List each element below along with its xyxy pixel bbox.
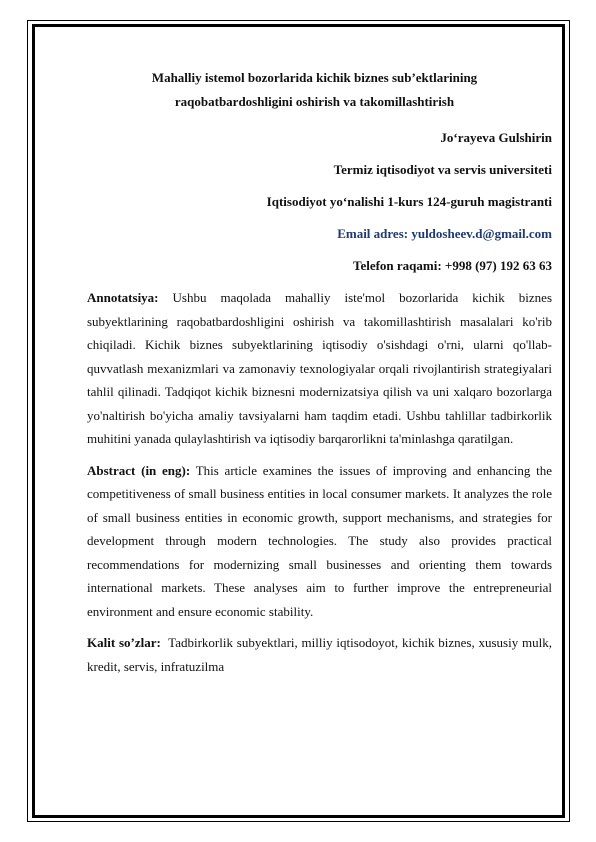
abstract-paragraph — [87, 459, 552, 624]
abstract-text: This article examines the issues of improving and enhancing the competitiveness of small business entities in local consumer markets. It analyzes the role of small business entities in economic growth, support mechanisms, and strategies for development through modern technologies. The study also provides practical recommendations for modernizing small businesses and orienting them towards international markets. These analyses aim to further improve the entrepreneurial environment and ensure economic stability. — [87, 462, 553, 619]
annotation-paragraph — [87, 286, 552, 451]
author-name: Jo‘rayeva Gulshirin — [440, 130, 552, 145]
keywords-paragraph — [87, 631, 552, 678]
annotation-label: Annotatsiya: — [87, 290, 159, 305]
annotation-text: Ushbu maqolada mahalliy iste'mol bozorlarida kichik biznes subyektlarining raqobatbardoshligini oshirish va takomillashtirish masalalari ko'rib chiqiladi. Kichik biznes subyektlarining iqtisodiy o'sishdagi o'rni, ularni qo'llab-quvvatlash mexanizmlari va zamonaviy texnologiyalar orqali rivojlantirish strategiyalari tahlil qilinadi. Tadqiqot kichik biznesni modernizatsiya qilish va uni xalqaro bozorlarga yo'naltirish bo'yicha amaliy tavsiyalarni ham taqdim etadi. Ushbu tahlillar tadbirkorlik muhitini yanada qulaylashtirish va iqtisodiy barqarorlikni ta'minlashga qaratilgan. — [87, 290, 552, 446]
keywords-text: Tadbirkorlik subyektlari, milliy iqtisodoyot, kichik biznes, xususiy mulk, kredit, servis, infratuzilma — [87, 635, 552, 674]
phone-number: Telefon raqami: +998 (97) 192 63 63 — [352, 258, 552, 273]
abstract-label: Abstract (in eng): — [87, 462, 191, 478]
paper-content — [87, 66, 552, 678]
keywords-label: Kalit so’zlar: — [87, 635, 161, 650]
title-line-1: Mahalliy istemol bozorlarida kichik biznes sub’ektlarining — [151, 70, 478, 85]
title-line-2: raqobatbardoshligini oshirish va takomillashtirish — [174, 94, 455, 109]
university-name: Termiz iqtisodiyot va servis universiteti — [333, 162, 552, 177]
paper-title — [87, 66, 552, 114]
email-address: Email adres: yuldosheev.d@gmail.com — [337, 226, 552, 241]
program-info: Iqtisodiyot yo‘nalishi 1-kurs 124-guruh magistranti — [266, 194, 552, 209]
